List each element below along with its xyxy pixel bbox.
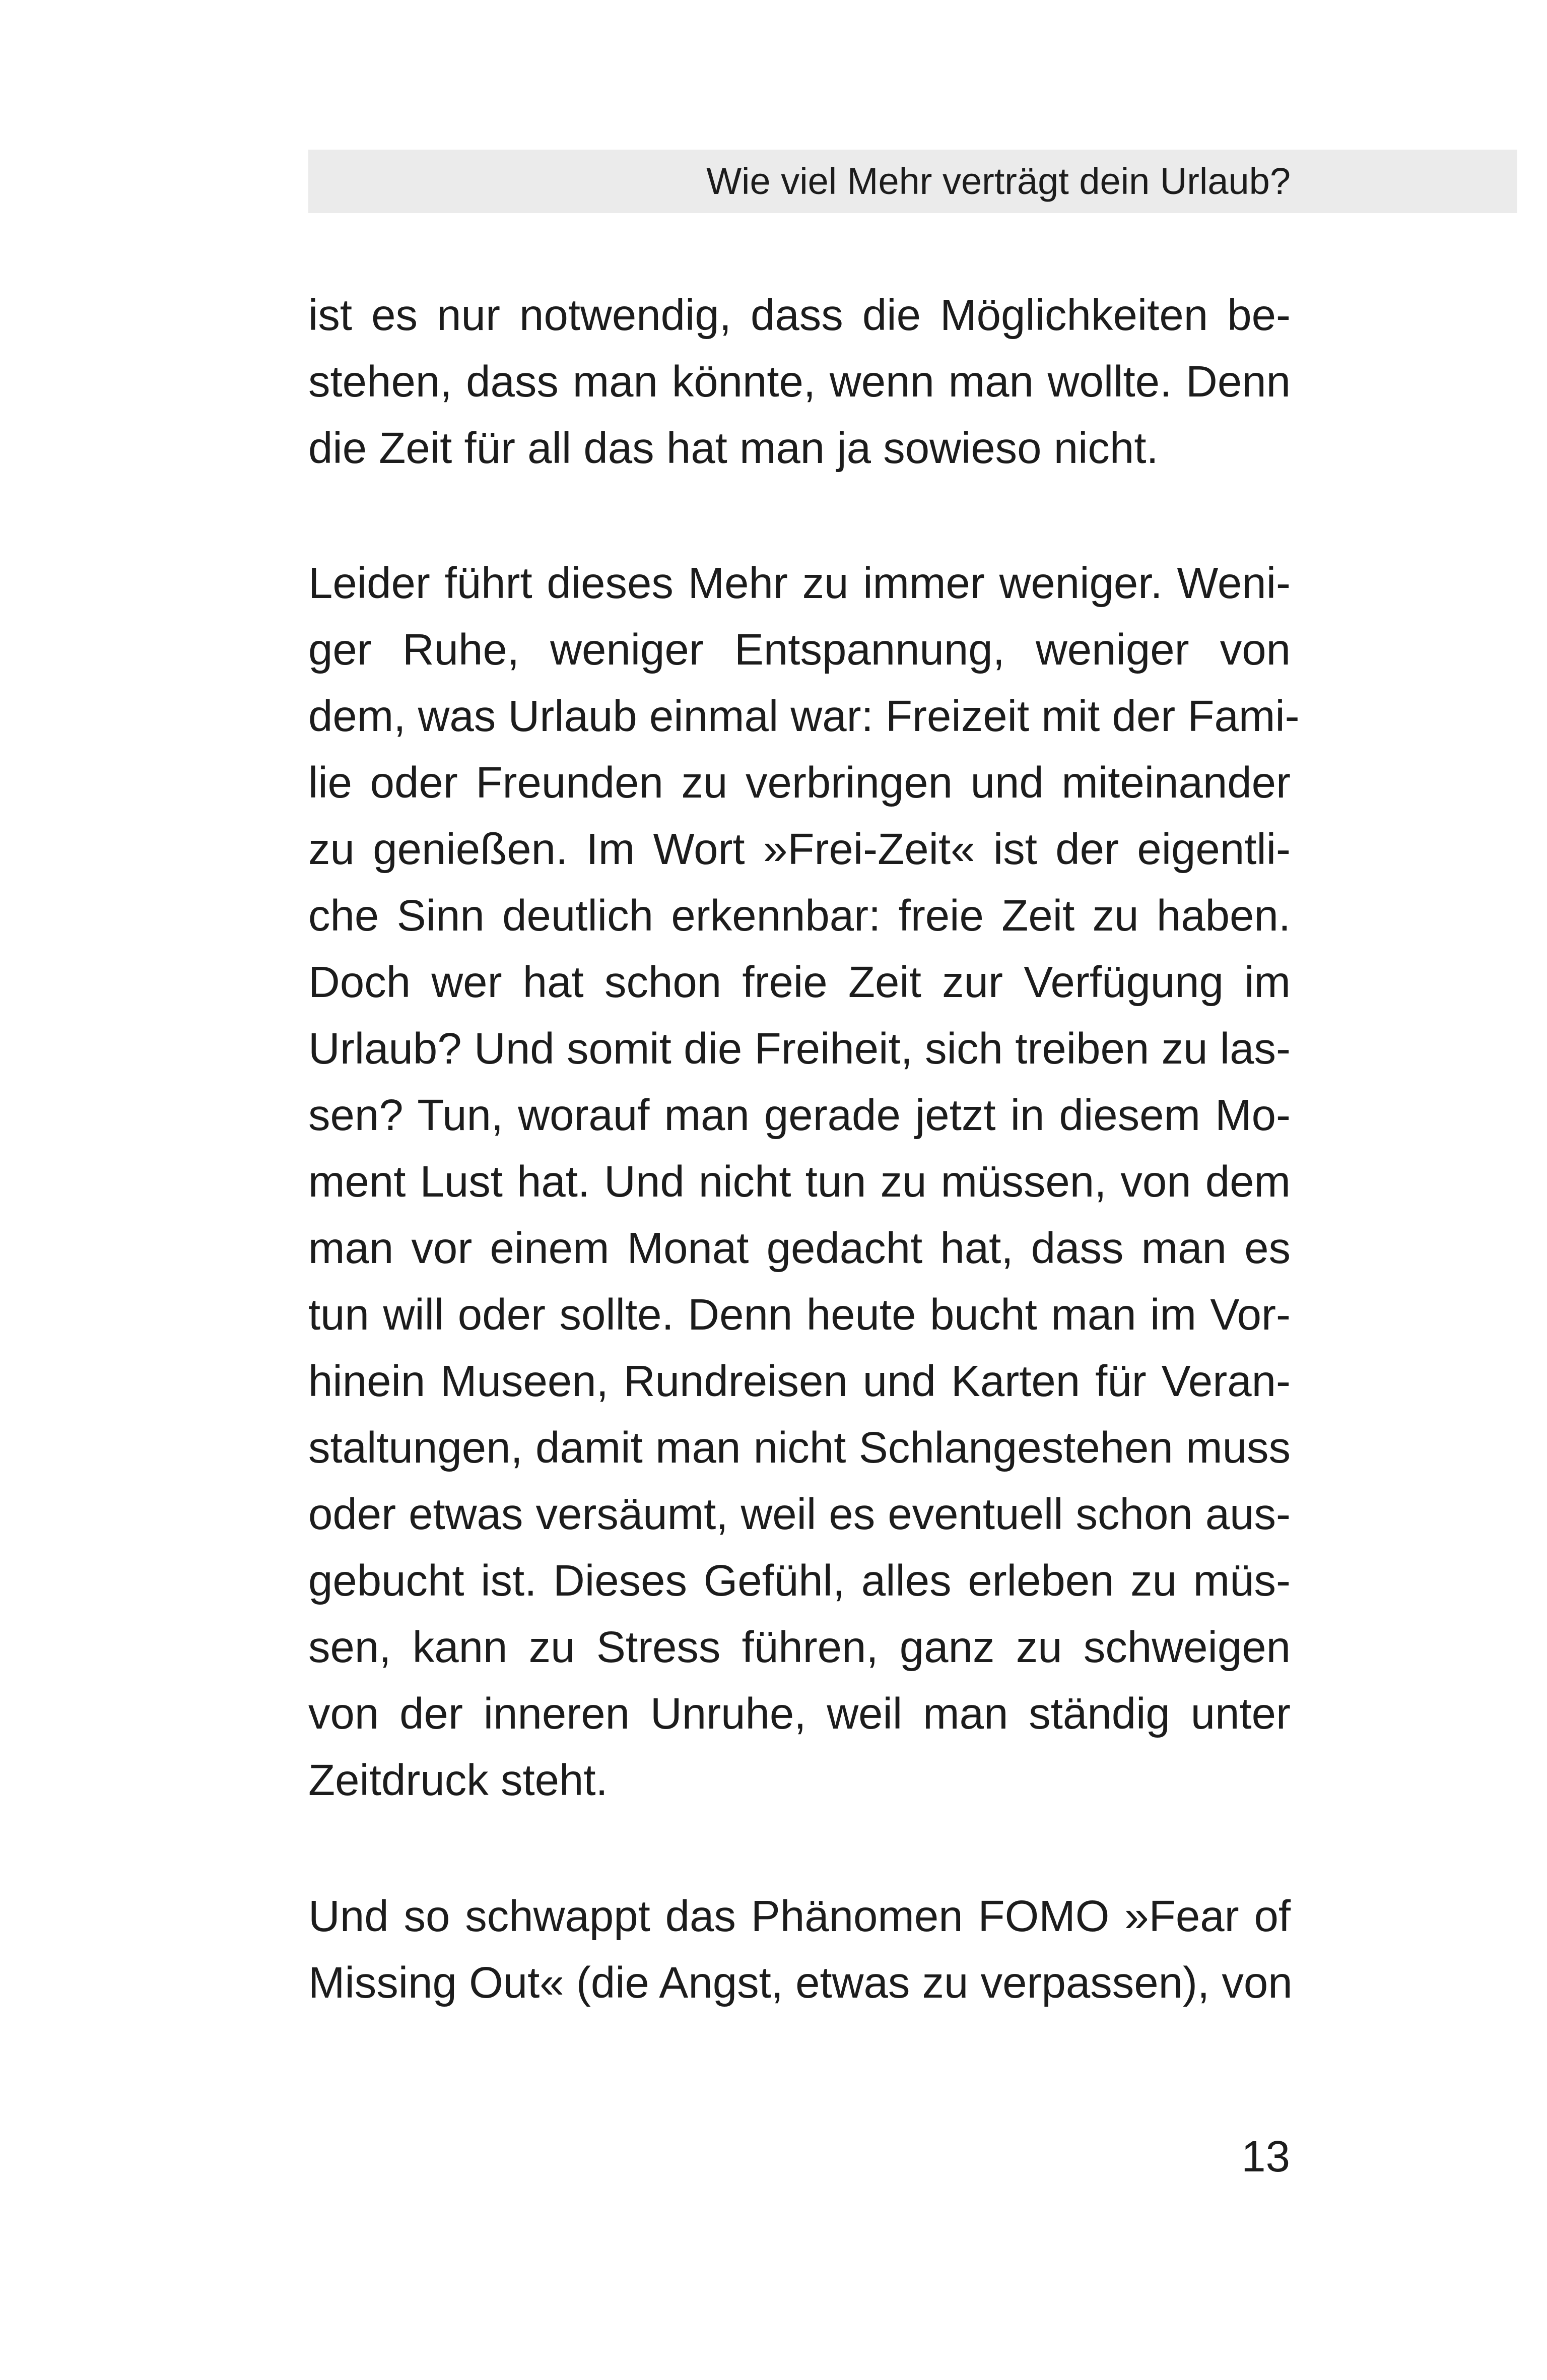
text-line: Urlaub? Und somit die Freiheit, sich treiben zu las-: [308, 1024, 1291, 1073]
text-line: staltungen, damit man nicht Schlangestehen muss: [308, 1423, 1291, 1472]
text-line: ger Ruhe, weniger Entspannung, weniger von: [308, 625, 1291, 674]
text-line: stehen, dass man könnte, wenn man wollte. Denn: [308, 357, 1291, 406]
text-line: dem, was Urlaub einmal war: Freizeit mit der Fami-: [308, 692, 1300, 741]
page-number: 13: [1241, 2132, 1290, 2181]
running-header: [308, 150, 1517, 213]
text-line: sen? Tun, worauf man gerade jetzt in diesem Mo-: [308, 1091, 1291, 1140]
text-line: hinein Museen, Rundreisen und Karten für Veran-: [308, 1357, 1291, 1406]
text-line: ment Lust hat. Und nicht tun zu müssen, von dem: [308, 1157, 1291, 1206]
text-line: che Sinn deutlich erkennbar: freie Zeit zu haben.: [308, 891, 1291, 940]
running-header-title: Wie viel Mehr verträgt dein Urlaub?: [706, 160, 1291, 202]
text-line: Und so schwappt das Phänomen FOMO »Fear of: [308, 1892, 1291, 1941]
text-line: oder etwas versäumt, weil es eventuell schon aus-: [308, 1490, 1291, 1539]
paragraph-1: [308, 282, 1291, 482]
paragraph-3: [308, 1883, 1291, 2016]
paragraph-2: [308, 550, 1300, 1814]
text-line: Doch wer hat schon freie Zeit zur Verfügung im: [308, 958, 1291, 1007]
text-line: man vor einem Monat gedacht hat, dass man es: [308, 1224, 1291, 1273]
text-line: Missing Out« (die Angst, etwas zu verpassen), von: [308, 1958, 1293, 2007]
text-line: Leider führt dieses Mehr zu immer weniger. Weni-: [308, 559, 1291, 608]
text-line: zu genießen. Im Wort »Frei-Zeit« ist der eigentli-: [308, 825, 1291, 874]
text-line: ist es nur notwendig, dass die Möglichkeiten be-: [308, 291, 1291, 340]
text-line: die Zeit für all das hat man ja sowieso nicht.: [308, 424, 1159, 473]
text-line: Zeitdruck steht.: [308, 1756, 608, 1805]
text-line: gebucht ist. Dieses Gefühl, alles erleben zu müs-: [308, 1556, 1291, 1605]
text-line: sen, kann zu Stress führen, ganz zu schweigen: [308, 1623, 1291, 1672]
text-line: von der inneren Unruhe, weil man ständig unter: [308, 1689, 1291, 1738]
text-line: lie oder Freunden zu verbringen und miteinander: [308, 758, 1291, 807]
text-line: tun will oder sollte. Denn heute bucht man im Vor-: [308, 1290, 1291, 1339]
